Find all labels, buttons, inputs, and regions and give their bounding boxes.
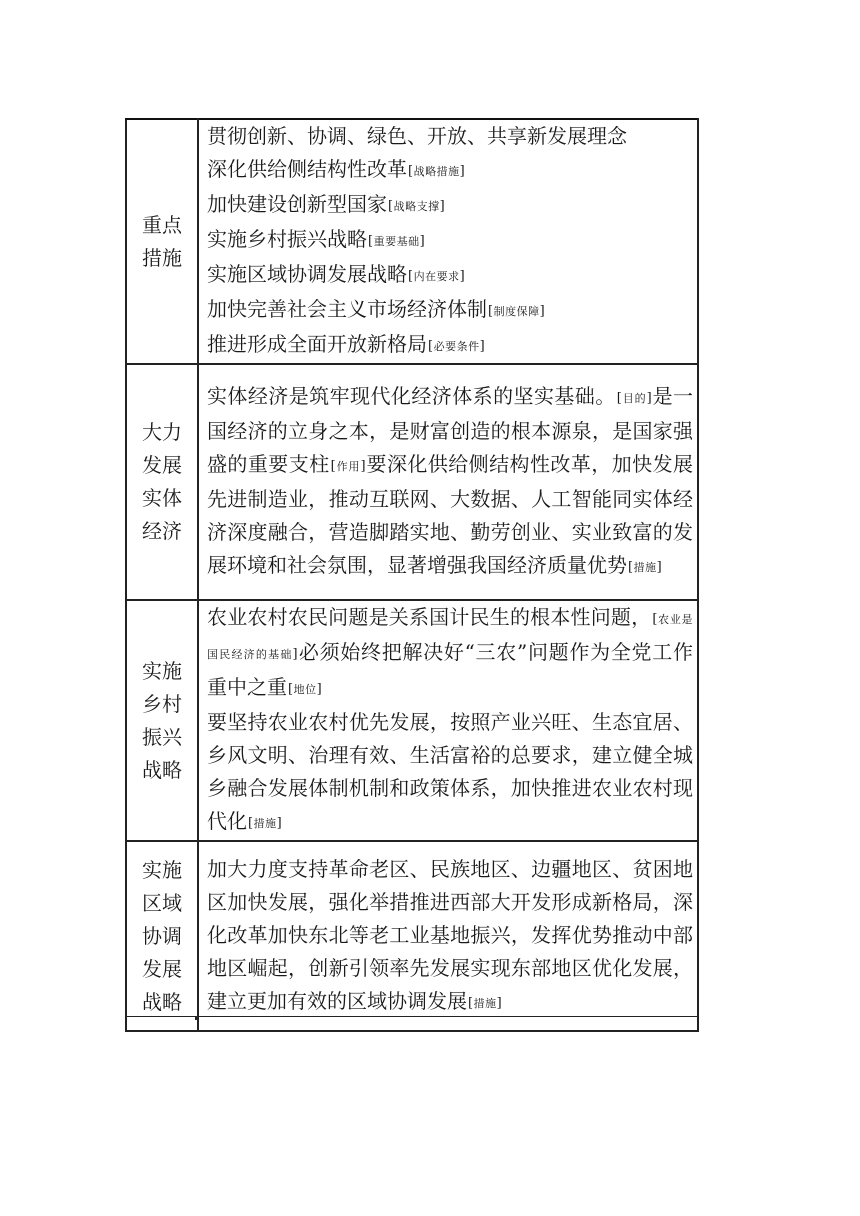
measure-line (207, 120, 693, 153)
annotation-tag: [ 制度保障 ] (488, 305, 545, 318)
label-char: 乡村 (142, 691, 182, 716)
row-content (198, 841, 698, 1031)
label-char: 措施 (142, 245, 182, 270)
measure-line (207, 258, 693, 293)
label-char: 重点 (142, 212, 182, 237)
table-row (126, 841, 698, 1031)
paragraph-text: 必须始终把解决好“三农”问题作为全党工作重中之重 (207, 640, 693, 699)
measure-text: 实施区域协调发展战略 (207, 262, 407, 286)
annotation-tag: [ 农业是国民经济的基础 ] (207, 613, 693, 661)
annotation-tag: [ 目的 ] (617, 392, 652, 405)
paragraph-text: 实体经济是筑牢现代化经济体系的坚实基础。 (207, 384, 616, 408)
table-edge-tick (195, 1016, 197, 1020)
label-char: 经济 (142, 519, 182, 543)
label-char: 发展 (142, 453, 182, 477)
table-bottom-rule (125, 1016, 699, 1017)
label-char: 发展 (142, 956, 182, 981)
row-content (198, 364, 698, 600)
row-label (126, 841, 198, 1031)
paragraph (207, 853, 693, 1020)
paragraph (207, 601, 693, 706)
measure-line (207, 293, 693, 328)
annotation-tag: [ 措施 ] (628, 561, 662, 574)
paragraph-text: 农业农村农民问题是关系国计民生的根本性问题， (207, 605, 652, 629)
measure-text: 深化供给侧结构性改革 (207, 157, 407, 181)
row-content (198, 119, 698, 364)
paragraph-text: 是一国经济的立身之本，是财富创造的根本源泉，是国家强盛的重要支柱 (207, 384, 694, 476)
annotation-tag: [ 必要条件 ] (428, 340, 485, 353)
label-char: 实体 (142, 486, 182, 510)
table-edge-tick (125, 1016, 127, 1020)
measure-text: 推进形成全面开放新格局 (207, 332, 427, 356)
paragraph (207, 706, 693, 840)
row-label (126, 600, 198, 841)
measure-text: 实施乡村振兴战略 (207, 227, 367, 251)
annotation-tag: [ 措施 ] (468, 997, 502, 1010)
measure-text: 贯彻创新、协调、绿色、开放、共享新发展理念 (207, 124, 627, 148)
measure-line (207, 223, 693, 258)
paragraph-text: 要深化供给侧结构性改革，加快发展先进制造业，推动互联网、大数据、人工智能同实体经济深度融合，营造脚踏实地、勤劳创业、实业致富的发展环境和社会氛围，显著增强我国经济质量优势 (207, 452, 694, 577)
row-label (126, 364, 198, 600)
annotation-tag: [ 措施 ] (248, 817, 282, 830)
row-label (126, 119, 198, 364)
label-char: 大力 (142, 420, 182, 444)
label-char: 战略 (142, 757, 182, 782)
paragraph (207, 380, 693, 584)
annotation-tag: [ 战略支撑 ] (388, 200, 445, 213)
label-char: 协调 (142, 923, 182, 948)
measure-text: 加快完善社会主义市场经济体制 (207, 297, 487, 321)
row-content (198, 600, 698, 841)
measure-text: 加快建设创新型国家 (207, 192, 387, 216)
table-row (126, 364, 698, 600)
paragraph-text: 要坚持农业农村优先发展，按照产业兴旺、生态宜居、乡风文明、治理有效、生活富裕的总要求，建立健全城乡融合发展体制机制和政策体系，加快推进农业农村现代化 (207, 710, 693, 833)
annotation-tag: [ 作用 ] (331, 460, 366, 473)
notes-table (125, 118, 699, 1032)
label-char: 振兴 (142, 724, 182, 749)
table-row (126, 119, 698, 364)
label-char: 区域 (142, 890, 182, 915)
measure-line (207, 328, 693, 363)
annotation-tag: [ 内在要求 ] (408, 270, 465, 283)
label-char: 实施 (142, 658, 182, 683)
annotation-tag: [ 战略措施 ] (408, 165, 465, 178)
label-char: 战略 (142, 989, 182, 1014)
annotation-tag: [ 地位 ] (288, 683, 322, 696)
paragraph-text: 加大力度支持革命老区、民族地区、边疆地区、贫困地区加快发展，强化举措推进西部大开发形成新格局，深化改革加快东北等老工业基地振兴，发挥优势推动中部地区崛起，创新引领率先发展实现东部地区优化发展，建立更加有效的区域协调发展 (207, 856, 693, 1013)
annotation-tag: [ 重要基础 ] (368, 235, 425, 248)
table-row (126, 600, 698, 841)
measure-line (207, 153, 693, 188)
document-page (125, 118, 699, 1032)
table-edge-tick (697, 1016, 699, 1020)
label-char: 实施 (142, 857, 182, 882)
measure-line (207, 188, 693, 223)
